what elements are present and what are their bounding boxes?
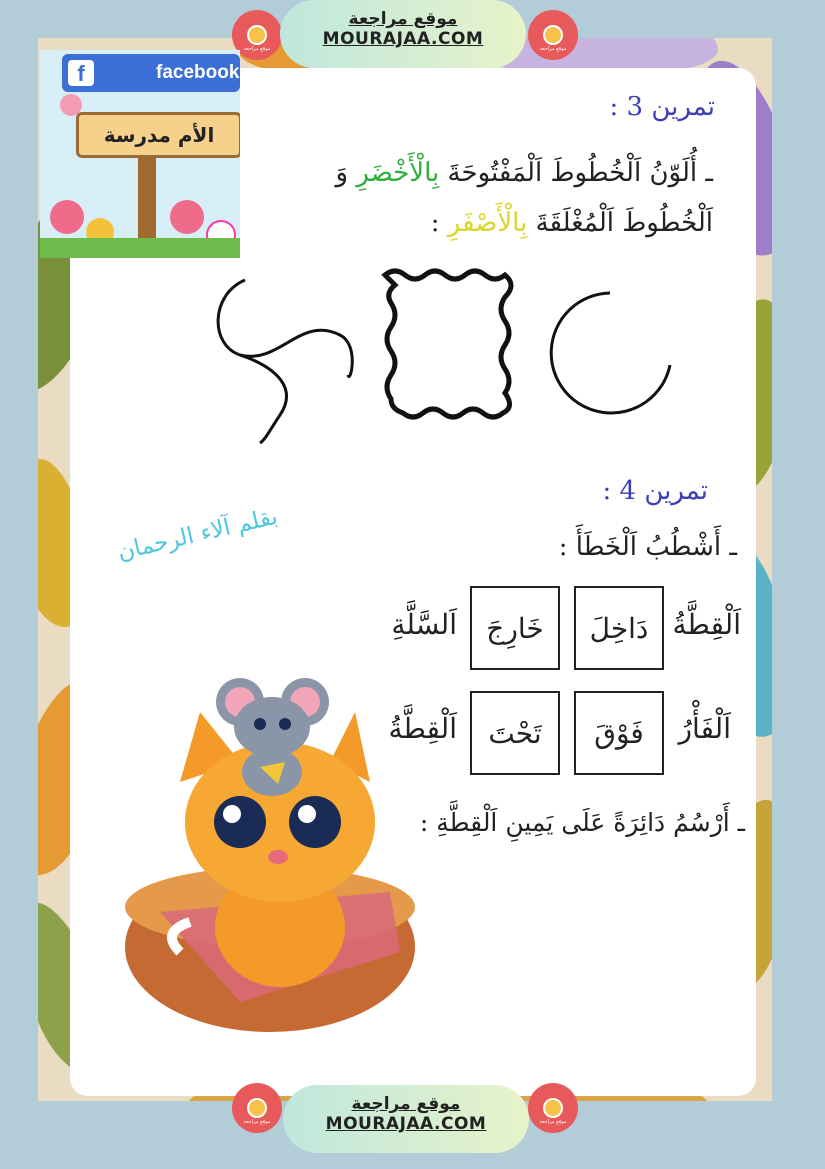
row1-object: اَلسَّلَّةِ xyxy=(391,608,457,641)
row1-option2[interactable]: خَارِجَ xyxy=(470,586,560,670)
green-word: بِالْأَخْضَرِ xyxy=(356,158,440,188)
exercise4-instruction: ـ أَشْطُبُ اَلْخَطَأَ : xyxy=(558,532,737,562)
exercise4-drawing-instruction: ـ أَرْسُمُ دَائِرَةً عَلَى يَمِينِ اَلْقِطَّةِ : xyxy=(419,808,745,837)
footer-badge-right: موقع مراجعة xyxy=(528,1083,578,1133)
header-badge-left: موقع مراجعة xyxy=(232,10,282,60)
cat-illustration xyxy=(120,672,430,1042)
school-logo xyxy=(40,50,240,258)
row2-option2[interactable]: تَحْتَ xyxy=(470,691,560,775)
exercise3-line1 xyxy=(336,158,713,188)
row1-option1[interactable]: دَاخِلَ xyxy=(574,586,664,670)
footer-site-en: MOURAJAA.COM xyxy=(325,1114,487,1134)
exercise3-line1-end: وَ xyxy=(335,158,357,188)
exercise3-line1-text: ـ أُلَوّنُ اَلْخُطُوطَ اَلْمَفْتُوحَةَ xyxy=(439,158,713,188)
facebook-label: facebook xyxy=(156,62,240,83)
flower-icon xyxy=(170,200,204,234)
grass xyxy=(40,238,240,258)
author-credit: بقلم آلاء الرحمان xyxy=(115,503,281,566)
header-site-ar: موقع مراجعة xyxy=(348,9,458,29)
header-badge-right: موقع مراجعة xyxy=(528,10,578,60)
footer-site-banner[interactable] xyxy=(283,1085,529,1153)
flower-icon xyxy=(50,200,84,234)
header-site-banner[interactable] xyxy=(280,0,526,68)
exercise3-line2 xyxy=(431,208,713,238)
open-wavy-line[interactable] xyxy=(218,280,352,443)
open-arc[interactable] xyxy=(551,293,670,413)
exercise3-title: تمرين 3 : xyxy=(609,92,715,122)
exercise4-title: تمرين 4 : xyxy=(602,476,708,506)
flower-icon xyxy=(60,94,82,116)
facebook-icon: f xyxy=(68,60,94,86)
row2-subject: اَلْفَأْرُ xyxy=(678,712,731,745)
header-site-en: MOURAJAA.COM xyxy=(322,29,484,49)
exercise3-line2-end: : xyxy=(430,208,448,238)
exercise3-line2-text: اَلْخُطُوطَ اَلْمُغْلَقَةَ xyxy=(527,208,713,238)
facebook-banner[interactable] xyxy=(62,54,240,92)
footer-badge-left: موقع مراجعة xyxy=(232,1083,282,1133)
lines-drawing xyxy=(200,265,700,455)
footer-site-ar: موقع مراجعة xyxy=(351,1094,461,1114)
yellow-word: بِالْأَصْفَرِ xyxy=(447,208,528,238)
closed-wavy-square[interactable] xyxy=(385,271,511,417)
sign-text: الأم مدرسة xyxy=(76,112,240,158)
row2-object: اَلْقِطَّةُ xyxy=(388,712,457,745)
row2-option1[interactable]: فَوْقَ xyxy=(574,691,664,775)
row1-subject: اَلْقِطَّةُ xyxy=(672,608,741,641)
